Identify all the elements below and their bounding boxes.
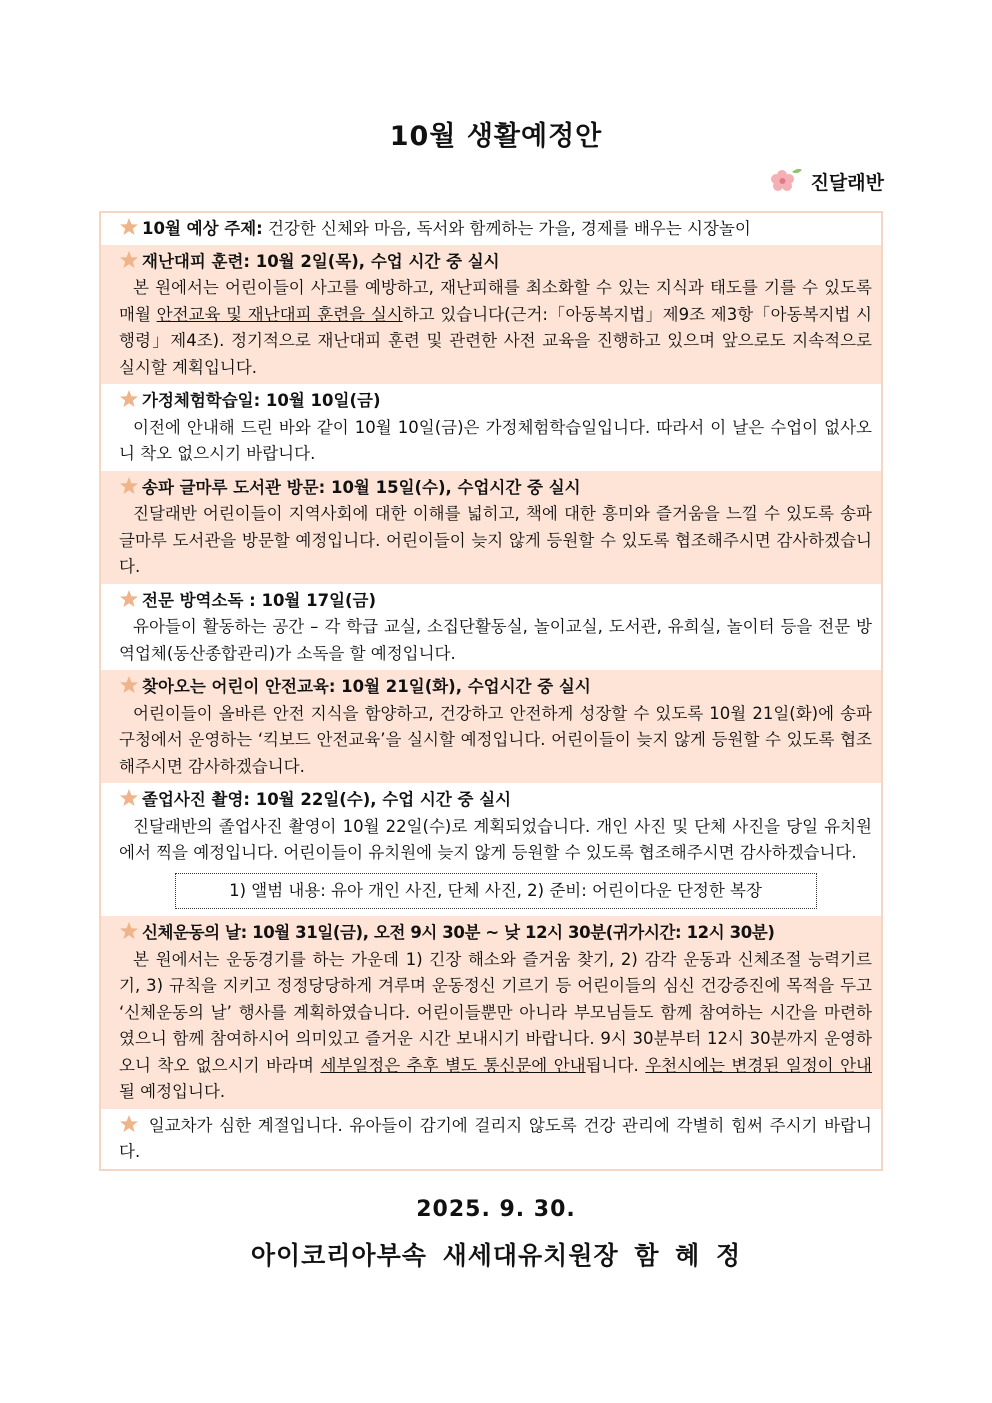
star-icon: [119, 389, 139, 409]
section-health-notice: [101, 1109, 881, 1169]
underlined-text: 안전교육 및 재난대피 훈련을 실시: [156, 304, 403, 324]
section-body: 진달래반의 졸업사진 촬영이 10월 22일(수)로 계획되었습니다. 개인 사진 및 단체 사진을 당일 유치원에서 찍을 예정입니다. 어린이들이 유치원에 늦지 않게 등원할 수 있도록 협조해주시면 감사하겠습니다.: [119, 816, 872, 862]
section-body: 유아들이 활동하는 공간 – 각 학급 교실, 소집단활동실, 놀이교실, 도서관, 유희실, 놀이터 등을 전문 방역업체(동산종합관리)가 소독을 할 예정입니다.: [119, 617, 872, 663]
section-body: 어린이들이 올바른 안전 지식을 함양하고, 건강하고 안전하게 성장할 수 있도록 10월 21일(화)에 송파구청에서 운영하는 ‘킥보드 안전교육’을 실시할 예정입니다. 어린이들이 늦지 않게 등원할 수 있도록 협조해주시면 감사하겠습니다.: [119, 703, 872, 776]
note-box: 1) 앨범 내용: 유아 개인 사진, 단체 사진, 2) 준비: 어린이다운 단정한 복장: [175, 873, 817, 910]
flower-icon: [769, 166, 803, 196]
section-head: 전문 방역소독 : 10월 17일(금): [142, 590, 377, 610]
star-icon: [119, 1114, 139, 1134]
body-text: 될 예정입니다.: [119, 1082, 226, 1101]
section-head: 재난대피 훈련: 10월 2일(목), 수업 시간 중 실시: [142, 251, 500, 271]
section-body: [119, 947, 872, 1106]
section-home-learning: [101, 384, 881, 471]
section-head: 송파 글마루 도서관 방문: 10월 15일(수), 수업시간 중 실시: [142, 477, 581, 497]
page-title: 10월 생활예정안: [389, 121, 603, 152]
star-icon: [119, 217, 139, 237]
section-head-rest: 건강한 신체와 마음, 독서와 함께하는 가을, 경제를 배우는 시장놀이: [262, 219, 751, 238]
section-library-visit: [101, 471, 881, 584]
body-text: 일교차가 심한 계절입니다. 유아들이 감기에 걸리지 않도록 건강 관리에 각별히 힘써 주시기 바랍니다.: [119, 1115, 873, 1161]
star-icon: [119, 250, 139, 270]
underlined-text: 세부일정은 추후 별도 통신문에 안내: [320, 1055, 586, 1075]
section-head: 신체운동의 날: 10월 31일(금), 오전 9시 30분 ~ 낮 12시 30분(귀가시간: 12시 30분): [142, 923, 775, 942]
class-name: 진달래반: [810, 171, 884, 194]
section-disaster-drill: [101, 245, 881, 385]
section-body: 진달래반 어린이들이 지역사회에 대한 이해를 넓히고, 책에 대한 흥미와 즐거움을 느낄 수 있도록 송파 글마루 도서관을 방문할 예정입니다. 어린이들이 늦지 않게 등원할 수 있도록 협조해주시면 감사하겠습니다.: [119, 504, 872, 576]
section-head: 10월 예상 주제:: [142, 219, 263, 238]
section-sports-day: [101, 916, 881, 1109]
star-icon: [119, 675, 139, 695]
underlined-text: 우천시에는 변경된 일정이 안내: [645, 1055, 872, 1075]
star-icon: [119, 921, 139, 941]
body-text: 하고 있습니다(근거:「아동복지법」제9조 제3항「아동복지법 시행령」제4조). 정기적으로 재난대피 훈련 및 관련한 사전 교육을 진행하고 있으며 앞으로도 지속적으로 실시할 계획입니다.: [119, 304, 872, 377]
section-body: [119, 275, 872, 381]
section-graduation-photo: [101, 783, 881, 916]
star-icon: [119, 589, 139, 609]
section-safety-education: [101, 670, 881, 783]
star-icon: [119, 476, 139, 496]
body-text: 본 원에서는 운동경기를 하는 가운데 1) 긴장 해소와 즐거움 찾기, 2) 감각 운동과 신체조절 능력기르기, 3) 규칙을 지키고 정정당당하게 겨루며 운동정신 기르기 등 어린이들의 심신 건강증진에 목적을 두고 ‘신체운동의 날’ 행사를 계획하였습니다. 어린이들뿐만 아니라 부모님들도 함께 참여하는 시간을 마련하였으니 함께 참여하시어 의미있고 즐거운 시간 보내시기 바랍니다. 9시 30분부터 12시 30분까지 운영하오니 착오 없으시기 바라며: [119, 949, 872, 1075]
star-icon: [119, 788, 139, 808]
body-text: 됩니다.: [585, 1055, 646, 1075]
document-date: 2025. 9. 30.: [416, 1197, 576, 1222]
section-head: 가정체험학습일: 10월 10일(금): [142, 391, 381, 410]
section-theme: [101, 213, 881, 245]
class-label: [769, 166, 884, 196]
signature: 아이코리아부속 새세대유치원장 함 혜 정: [250, 1241, 742, 1270]
section-body: [119, 1113, 872, 1166]
section-head: 찾아오는 어린이 안전교육: 10월 21일(화), 수업시간 중 실시: [142, 677, 591, 696]
section-head: 졸업사진 촬영: 10월 22일(수), 수업 시간 중 실시: [142, 790, 512, 809]
section-disinfection: [101, 584, 881, 671]
section-body: 이전에 안내해 드린 바와 같이 10월 10일(금)은 가정체험학습일입니다. 따라서 이 날은 수업이 없사오니 착오 없으시기 바랍니다.: [119, 417, 872, 463]
schedule-box: [99, 211, 883, 1171]
body-text: 본 원에서는 어린이들이 사고를 예방하고, 재난피해를 최소화할 수 있는 지식과 태도를 기를 수 있도록 매월: [119, 278, 872, 324]
